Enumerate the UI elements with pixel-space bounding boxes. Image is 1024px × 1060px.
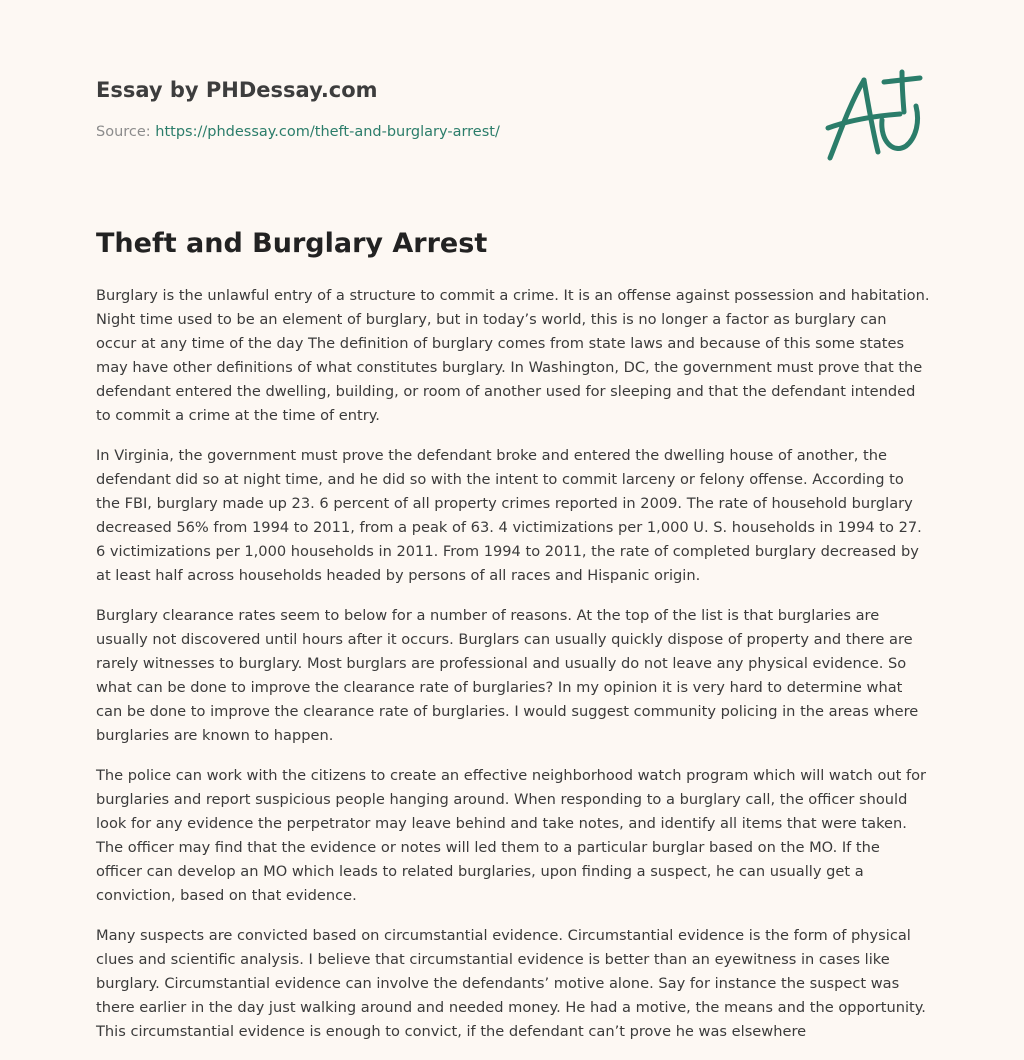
a-plus-smiley-icon (820, 68, 930, 164)
essay-title: Theft and Burglary Arrest (96, 228, 488, 259)
site-brand: Essay by PHDessay.com (96, 78, 378, 102)
source-link[interactable]: https://phdessay.com/theft-and-burglary-arrest/ (155, 124, 500, 140)
page-header (96, 78, 736, 142)
source-label: Source: (96, 124, 156, 140)
essay-paragraph: Many suspects are convicted based on circumstantial evidence. Circumstantial evidence is the form of physical clues and scientific analysis. I believe that circumstantial evidence is better than an eyewitness in cases like burglary. Circumstantial evidence can involve the defendants’ motive alone. Say for instance the suspect was there earlier in the day just walking around and needed money. He had a motive, the means and the opportunity. This circumstantial evidence is enough to convict, if the defendant can’t prove he was elsewhere (96, 927, 926, 1040)
source-line (96, 122, 736, 142)
essay-body (96, 284, 930, 1060)
essay-paragraph: The police can work with the citizens to create an effective neighborhood watch program which will watch out for burglaries and report suspicious people hanging around. When responding to a burglary call, the officer should look for any evidence the perpetrator may leave behind and take notes, and identify all items that were taken. The officer may find that the evidence or notes will led them to a particular burglar based on the MO. If the officer can develop an MO which leads to related burglaries, upon finding a suspect, he can usually get a conviction, based on that evidence. (96, 767, 927, 904)
essay-paragraph: Burglary clearance rates seem to below for a number of reasons. At the top of the list is that burglaries are usually not discovered until hours after it occurs. Burglars can usually quickly dispose of property and there are rarely witnesses to burglary. Most burglars are professional and usually do not leave any physical evidence. So what can be done to improve the clearance rate of burglaries? In my opinion it is very hard to determine what can be done to improve the clearance rate of burglaries. I would suggest community policing in the areas where burglaries are known to happen. (96, 607, 919, 744)
essay-paragraph: In Virginia, the government must prove the defendant broke and entered the dwelling house of another, the defendant did so at night time, and he did so with the intent to commit larceny or felony offense. According to the FBI, burglary made up 23. 6 percent of all property crimes reported in 2009. The rate of household burglary decreased 56% from 1994 to 2011, from a peak of 63. 4 victimizations per 1,000 U. S. households in 1994 to 27. 6 victimizations per 1,000 households in 2011. From 1994 to 2011, the rate of completed burglary decreased by at least half across households headed by persons of all races and Hispanic origin. (96, 447, 922, 584)
essay-paragraph: Burglary is the unlawful entry of a structure to commit a crime. It is an offense against possession and habitation. Night time used to be an element of burglary, but in today’s world, this is no longer a factor as burglary can occur at any time of the day The definition of burglary comes from state laws and because of this some states may have other definitions of what constitutes burglary. In Washington, DC, the government must prove that the defendant entered the dwelling, building, or room of another used for sleeping and that the defendant intended to commit a crime at the time of entry. (96, 287, 930, 424)
